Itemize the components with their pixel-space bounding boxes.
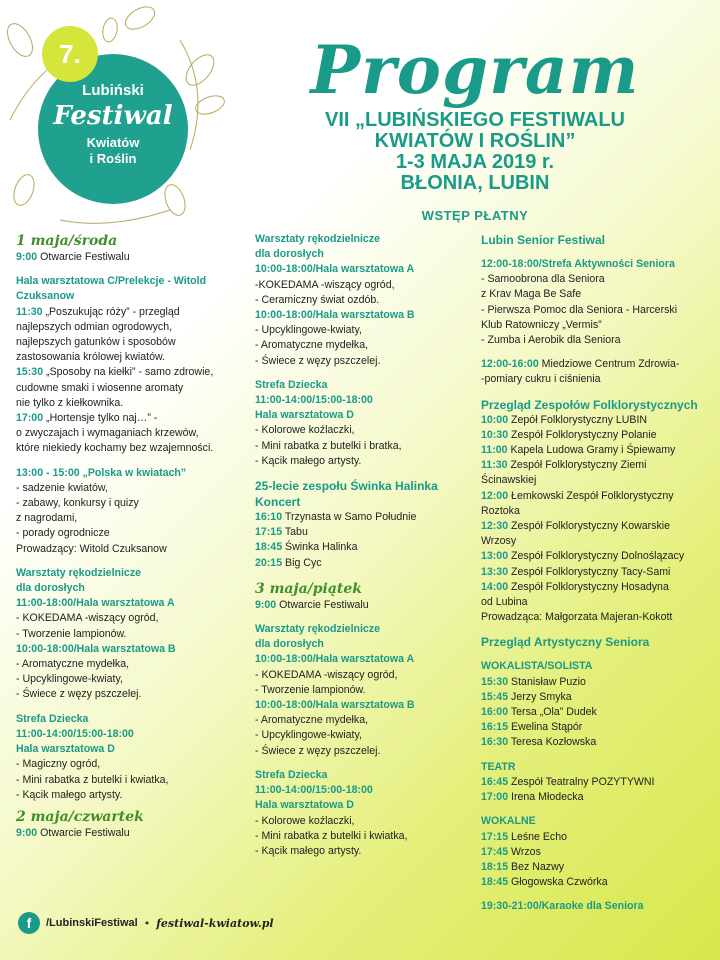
time-label: 16:45 [481, 775, 509, 788]
schedule-column-3 [481, 232, 716, 915]
section-heading: 10:00-18:00/Hala warsztatowa A [255, 653, 415, 666]
event-text: Irena Młodecka [508, 791, 584, 804]
event-text: Ścinawskiej [481, 474, 537, 487]
schedule-line [16, 481, 241, 496]
spacer [255, 613, 470, 622]
event-text: Wrzosy [481, 535, 517, 548]
event-text: Stanisław Puzio [508, 675, 586, 688]
schedule-line [481, 845, 716, 860]
separator-dot: • [143, 916, 151, 930]
schedule-line [481, 549, 716, 564]
time-label: 10:30 [481, 428, 509, 441]
spacer [481, 248, 716, 257]
schedule-line [481, 428, 716, 443]
schedule-line [255, 540, 470, 555]
event-text: - Świece z węzy pszczelej. [16, 688, 142, 701]
section-heading: dla dorosłych [255, 638, 324, 651]
time-label: 15:45 [481, 690, 509, 703]
spacer [255, 759, 470, 768]
event-text: „Poszukując róży” - przegląd [42, 305, 180, 318]
event-text: Miedziowe Centrum Zdrowia- [538, 358, 680, 371]
schedule-line [481, 675, 716, 690]
schedule-line [481, 272, 716, 287]
schedule-line [16, 773, 241, 788]
event-text: Zespół Folklorystyczny Kowarskie [508, 520, 671, 533]
schedule-line [481, 875, 716, 890]
spacer [481, 625, 716, 634]
event-text: - Kącik małego artysty. [255, 844, 362, 857]
schedule-line [255, 338, 470, 353]
schedule-line [481, 458, 716, 473]
time-label: 9:00 [16, 251, 38, 263]
event-text: z Krav Maga Be Safe [481, 288, 582, 301]
event-text: - Pierwsza Pomoc dla Seniora - Harcerski [481, 303, 678, 316]
event-text: cudowne smaki i wiosenne aromaty [16, 381, 184, 394]
event-text: Big Cyc [282, 556, 322, 569]
schedule-line [16, 350, 241, 365]
spacer [481, 650, 716, 659]
section-heading: 10:00-18:00/Hala warsztatowa B [255, 309, 415, 322]
time-label: 17:15 [255, 526, 283, 539]
section-heading: 25-lecie zespołu Świnka Halinka [255, 479, 438, 494]
schedule-line [255, 744, 470, 759]
event-text: - KOKEDAMA -wiszący ogród, [255, 668, 398, 681]
schedule-line [255, 454, 470, 469]
schedule-line [255, 556, 470, 571]
spacer [255, 369, 470, 378]
event-text: Zepół Folklorystyczny LUBIN [508, 413, 648, 426]
time-label: 17:00 [16, 412, 44, 425]
schedule-column-1 [16, 232, 241, 841]
section-heading: WOKALISTA/SOLISTA [481, 660, 593, 673]
schedule-line [16, 826, 241, 841]
schedule-line [16, 381, 241, 396]
schedule-line [481, 413, 716, 428]
time-label: 9:00 [16, 826, 38, 839]
event-text: Leśne Echo [508, 830, 568, 843]
logo-line-3a: Kwiatów [86, 135, 140, 150]
time-label: 18:45 [255, 541, 283, 554]
schedule-line [16, 426, 241, 441]
time-label: 15:30 [16, 366, 44, 379]
section-heading: 11:00-14:00/15:00-18:00 [16, 727, 134, 740]
event-text: - Tworzenie lampionów. [16, 627, 127, 640]
event-text: - Magiczny ogród, [16, 758, 101, 771]
time-label: 10:00 [481, 413, 509, 426]
schedule-line [481, 565, 716, 580]
schedule-line [481, 443, 716, 458]
time-label: 18:45 [481, 876, 509, 889]
event-text: Trzynasta w Samo Południe [282, 511, 417, 524]
schedule-line [255, 829, 470, 844]
schedule-line [16, 365, 241, 380]
time-label: 11:30 [16, 305, 43, 318]
event-text: Zespół Folklorystyczny Ziemi [507, 459, 647, 472]
schedule-line [255, 293, 470, 308]
event-text: - Świece z węzy pszczelej. [255, 354, 381, 367]
event-text: Zespół Folklorystyczny Dolnoślązacy [508, 550, 685, 563]
section-heading: Warsztaty rękodzielnicze [255, 233, 381, 245]
schedule-line [16, 672, 241, 687]
schedule-line [255, 728, 470, 743]
schedule-line [16, 788, 241, 803]
festival-venue: BŁONIA, LUBIN [400, 172, 550, 194]
schedule-line [16, 305, 241, 320]
schedule-line [16, 320, 241, 335]
entry-note: WSTĘP PŁATNY [421, 208, 529, 223]
schedule-line [481, 735, 716, 750]
event-text: Świnka Halinka [282, 541, 358, 554]
event-text: - Kolorowe koźlaczki, [255, 814, 355, 827]
schedule-line [255, 423, 470, 438]
section-heading: Koncert [255, 495, 301, 510]
schedule-line [16, 411, 241, 426]
event-text: - Świece z węzy pszczelej. [255, 744, 381, 757]
section-heading: Hala warsztatowa C/Prelekcje - Witold [16, 275, 207, 288]
event-text: - Samoobrona dla Seniora [481, 273, 605, 286]
section-heading: WOKALNE [481, 815, 536, 828]
event-text: - Aromatyczne mydełka, [255, 339, 369, 352]
day-heading: 3 maja/piątek [255, 580, 363, 597]
website-link[interactable]: festiwal-kwiatow.pl [156, 916, 274, 930]
time-label: 18:15 [481, 860, 509, 873]
section-heading: Hala warsztatowa D [255, 799, 354, 812]
section-heading: Hala warsztatowa D [16, 743, 115, 756]
event-text: - Upcyklingowe-kwiaty, [16, 673, 123, 686]
schedule-line [16, 687, 241, 702]
schedule-line [16, 526, 241, 541]
schedule-line [481, 595, 716, 610]
event-text: Głogowska Czwórka [508, 876, 608, 889]
spacer [16, 265, 241, 274]
section-heading: Strefa Dziecka [16, 712, 89, 725]
event-text: Otwarcie Festiwalu [276, 598, 369, 611]
schedule-line [481, 318, 716, 333]
schedule-line [481, 610, 716, 625]
event-text: - Mini rabatka z butelki i kwiatka, [16, 773, 169, 786]
section-heading: 19:30-21:00/Karaoke dla Seniora [481, 900, 644, 913]
section-heading: Lubin Senior Festiwal [481, 233, 606, 247]
schedule-line [255, 525, 470, 540]
time-label: 14:00 [481, 580, 509, 593]
spacer [16, 557, 241, 566]
event-text: - Aromatyczne mydełka, [16, 658, 130, 671]
schedule-line [16, 542, 241, 557]
section-heading: Strefa Dziecka [255, 768, 328, 781]
time-label: 12:00 [481, 489, 509, 502]
event-text: -KOKEDAMA -wiszący ogród, [255, 278, 395, 291]
event-text: Tabu [282, 526, 308, 539]
event-text: -pomiary cukru i ciśnienia [481, 373, 601, 386]
time-label: 16:30 [481, 736, 509, 749]
schedule-line [16, 335, 241, 350]
time-label: 16:00 [481, 706, 509, 719]
schedule-line [481, 534, 716, 549]
festival-dates: 1-3 MAJA 2019 r. [395, 151, 555, 173]
event-text: Prowadzący: Witold Czuksanow [16, 542, 167, 555]
schedule-line [481, 357, 716, 372]
section-heading: Strefa Dziecka [255, 378, 328, 391]
spacer [255, 469, 470, 478]
section-heading: Czuksanow [16, 290, 75, 303]
time-label: 17:45 [481, 845, 509, 858]
time-label: 20:15 [255, 556, 283, 569]
festival-logo [8, 0, 228, 220]
spacer [481, 805, 716, 814]
event-text: „Hortensje tylko naj…” - [43, 412, 158, 425]
section-heading: dla dorosłych [16, 582, 85, 595]
schedule-line [481, 504, 716, 519]
schedule-line [481, 580, 716, 595]
time-label: 17:00 [481, 791, 509, 804]
spacer [255, 571, 470, 580]
schedule-line [255, 683, 470, 698]
schedule-line [16, 611, 241, 626]
schedule-line [481, 372, 716, 387]
festival-title-2: KWIATÓW I ROŚLIN” [374, 130, 576, 152]
time-label: 13:00 [481, 550, 509, 563]
schedule-line [16, 627, 241, 642]
schedule-line [16, 511, 241, 526]
event-text: - Kącik małego artysty. [16, 788, 123, 801]
event-text: Prowadząca: Małgorzata Majeran-Kokott [481, 611, 673, 624]
schedule-line [481, 830, 716, 845]
schedule-line [481, 333, 716, 348]
event-text: „Sposoby na kiełki” - samo zdrowie, [43, 366, 214, 379]
event-text: Wrzos [508, 845, 541, 858]
spacer [481, 388, 716, 397]
schedule-line [255, 844, 470, 859]
event-text: Teresa Kozłowska [508, 736, 597, 749]
section-heading: 11:00-14:00/15:00-18:00 [255, 394, 373, 407]
event-text: od Lubina [481, 596, 528, 609]
schedule-line [481, 489, 716, 504]
section-heading: Warsztaty rękodzielnicze [255, 623, 381, 636]
event-text: - Kącik małego artysty. [255, 454, 362, 467]
spacer [481, 890, 716, 899]
time-label: 16:10 [255, 511, 283, 524]
event-text: które niekiedy kochamy bez wzajemności. [16, 442, 214, 455]
event-text: Łemkowski Zespół Folklorystyczny [508, 489, 674, 502]
schedule-line [255, 668, 470, 683]
schedule-line [481, 790, 716, 805]
event-text: zastosowania królowej kwiatów. [16, 351, 165, 364]
event-text: - Mini rabatka z butelki i kwiatka, [255, 829, 408, 842]
logo-line-3b: i Roślin [89, 151, 137, 166]
edition-badge: 7. [42, 26, 98, 82]
event-text: Zespół Teatralny POZYTYWNI [508, 775, 655, 788]
schedule-line [255, 278, 470, 293]
section-heading: dla dorosłych [255, 248, 324, 261]
spacer [481, 348, 716, 357]
event-text: z nagrodami, [16, 512, 78, 525]
spacer [16, 703, 241, 712]
event-text: - sadzenie kwiatów, [16, 481, 108, 494]
spacer [16, 457, 241, 466]
schedule-line [481, 775, 716, 790]
schedule-line [481, 473, 716, 488]
schedule-line [16, 657, 241, 672]
schedule-line [16, 396, 241, 411]
event-text: - Ceramiczny świat ozdób. [255, 293, 380, 306]
logo-line-2: Festiwal [53, 101, 173, 131]
schedule-line [255, 814, 470, 829]
time-label: 11:30 [481, 459, 508, 472]
time-label: 12:30 [481, 520, 509, 533]
event-text: Tersa „Ola” Dudek [508, 706, 597, 719]
footer [18, 912, 274, 934]
event-text: Bez Nazwy [508, 860, 565, 873]
section-heading: Przegląd Zespołów Folklorystycznych [481, 397, 698, 412]
event-text: Zespół Folklorystyczny Hosadyna [508, 580, 669, 593]
schedule-line [481, 303, 716, 318]
schedule-line [255, 439, 470, 454]
event-text: Klub Ratowniczy „Vermis” [481, 318, 602, 331]
schedule-line [16, 757, 241, 772]
event-text: - zabawy, konkursy i quizy [16, 497, 139, 510]
event-text: Roztoka [481, 504, 520, 517]
event-text: nie tylko z kiełkownika. [16, 396, 124, 409]
event-text: o zwyczajach i wymaganiach krzewów, [16, 427, 199, 440]
section-heading: 13:00 - 15:00 „Polska w kwiatach” [16, 466, 187, 479]
time-label: 9:00 [255, 598, 277, 611]
schedule-line [16, 496, 241, 511]
time-label: 12:00-16:00 [481, 358, 539, 371]
time-label: 16:15 [481, 721, 509, 734]
section-heading: TEATR [481, 760, 516, 773]
logo-line-1: Lubiński [82, 82, 144, 99]
section-heading: 12:00-18:00/Strefa Aktywności Seniora [481, 258, 675, 270]
event-text: Kapela Ludowa Gramy i Śpiewamy [507, 444, 676, 457]
schedule-line [481, 720, 716, 735]
schedule-line [481, 287, 716, 302]
event-text: - Aromatyczne mydełka, [255, 714, 369, 727]
festival-title-1: VII „LUBIŃSKIEGO FESTIWALU [324, 109, 625, 131]
schedule-line [481, 705, 716, 720]
schedule-line [481, 690, 716, 705]
schedule-line [255, 598, 470, 613]
event-text: - Upcyklingowe-kwiaty, [255, 729, 362, 742]
section-heading: 11:00-14:00/15:00-18:00 [255, 784, 373, 797]
schedule-line [16, 250, 241, 265]
schedule-column-2 [255, 232, 470, 859]
schedule-line [255, 323, 470, 338]
section-heading: Hala warsztatowa D [255, 409, 354, 422]
section-heading: 10:00-18:00/Hala warsztatowa B [255, 699, 415, 712]
schedule-line [16, 441, 241, 456]
event-text: - Mini rabatka z butelki i bratka, [255, 439, 402, 452]
facebook-handle[interactable]: /LubinskiFestiwal [46, 917, 138, 929]
event-text: - Upcyklingowe-kwiaty, [255, 324, 362, 337]
time-label: 11:00 [481, 444, 508, 457]
section-heading: Warsztaty rękodzielnicze [16, 566, 142, 579]
day-heading: 1 maja/środa [16, 233, 118, 249]
event-text: najlepszych gatunków i sposobów [16, 336, 176, 349]
event-text: Zespół Folklorystyczny Polanie [508, 428, 657, 441]
time-label: 17:15 [481, 830, 509, 843]
event-text: - Kolorowe koźlaczki, [255, 424, 355, 437]
event-text: - porady ogrodnicze [16, 527, 110, 540]
program-title: Program [310, 31, 640, 109]
event-text: - Zumba i Aerobik dla Seniora [481, 334, 621, 347]
section-heading: 10:00-18:00/Hala warsztatowa A [255, 263, 415, 276]
time-label: 15:30 [481, 675, 509, 688]
event-text: Otwarcie Festiwalu [37, 251, 130, 263]
event-text: Otwarcie Festiwalu [37, 826, 130, 839]
event-text: Zespół Folklorystyczny Tacy-Sami [508, 565, 671, 578]
facebook-icon[interactable]: f [18, 912, 40, 934]
schedule-line [255, 510, 470, 525]
section-heading: 10:00-18:00/Hala warsztatowa B [16, 642, 176, 655]
schedule-line [481, 519, 716, 534]
event-text: najlepszych odmian ogrodowych, [16, 320, 173, 333]
event-text: - KOKEDAMA -wiszący ogród, [16, 612, 159, 625]
day-heading: 2 maja/czwartek [16, 808, 144, 825]
schedule-line [481, 860, 716, 875]
title-block [300, 30, 650, 223]
spacer [481, 751, 716, 760]
section-heading: Przegląd Artystyczny Seniora [481, 635, 650, 650]
event-text: Ewelina Stąpór [508, 721, 583, 734]
section-heading: 11:00-18:00/Hala warsztatowa A [16, 597, 175, 610]
time-label: 13:30 [481, 565, 509, 578]
event-text: Jerzy Smyka [508, 690, 572, 703]
schedule-line [255, 354, 470, 369]
schedule-line [255, 713, 470, 728]
event-text: - Tworzenie lampionów. [255, 683, 366, 696]
